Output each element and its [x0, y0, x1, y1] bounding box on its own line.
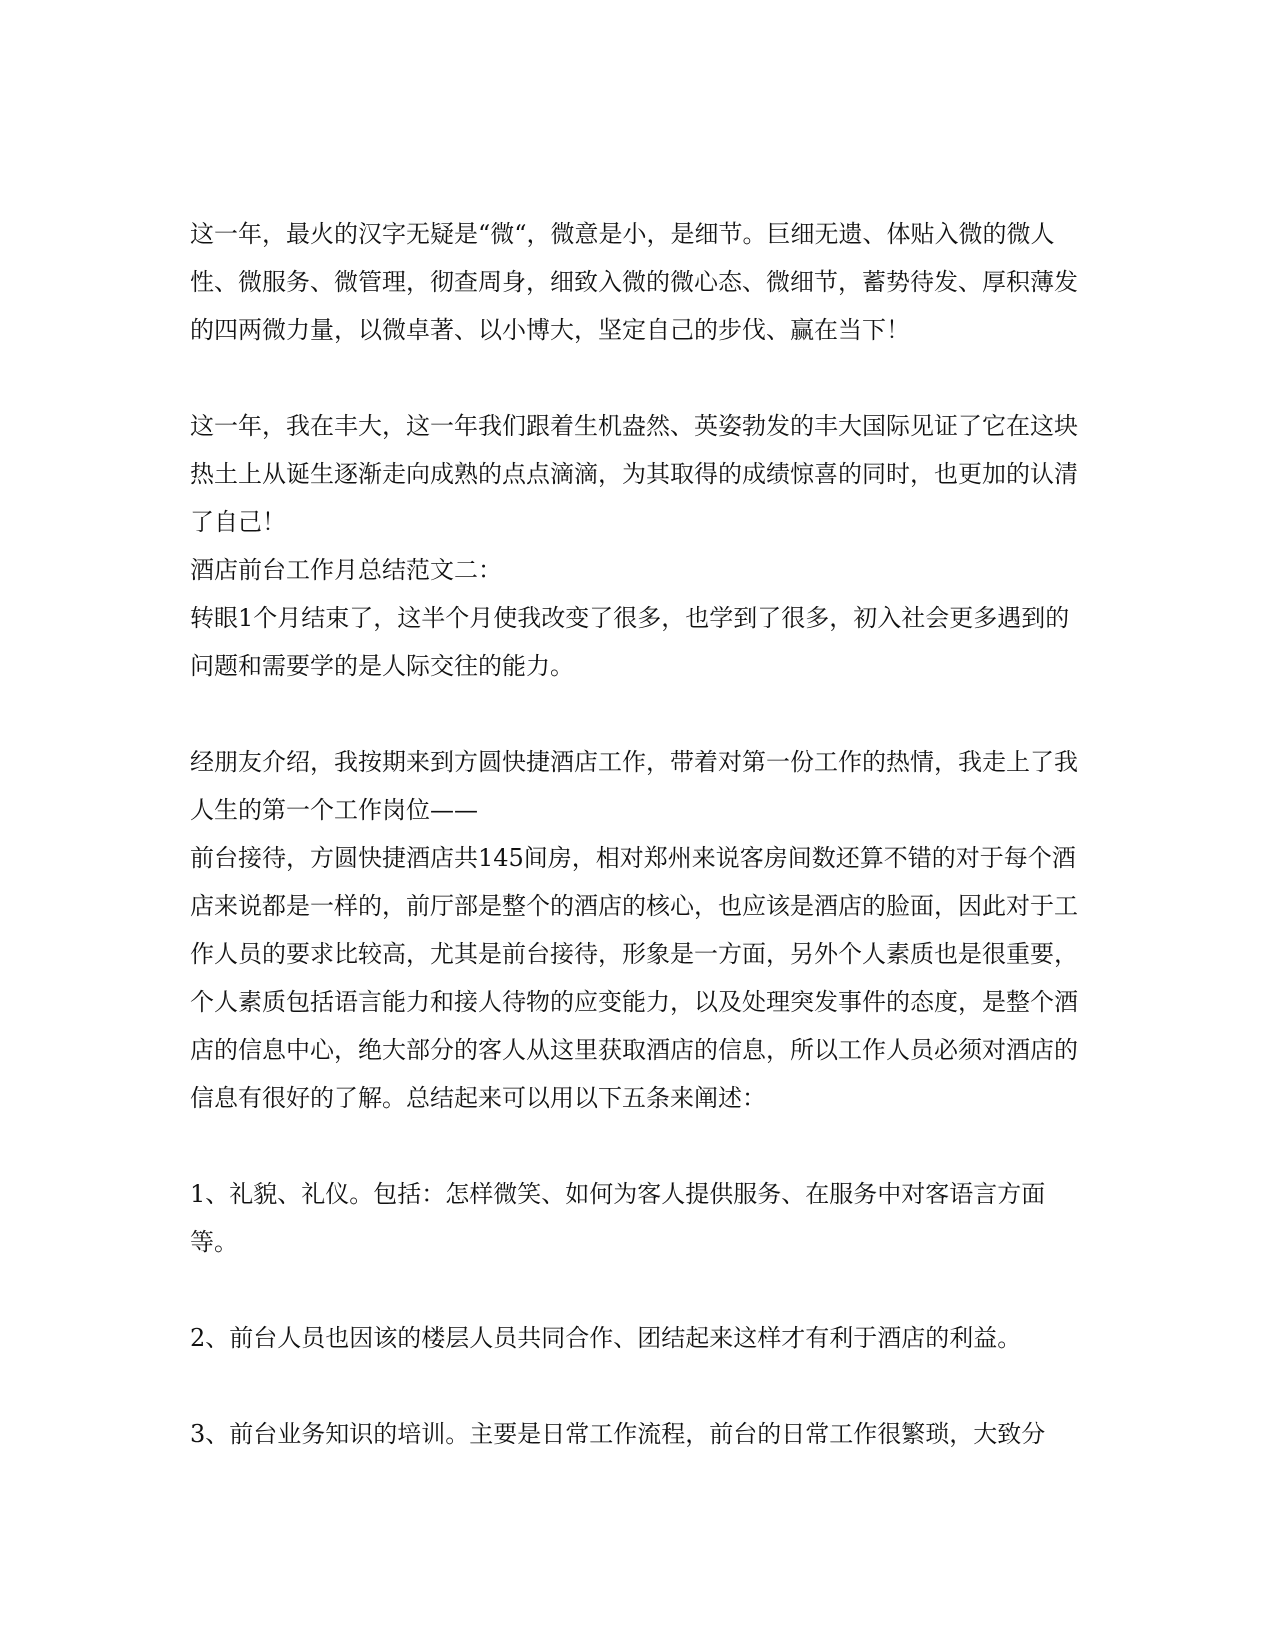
section-heading: 酒店前台工作月总结范文二： — [190, 556, 502, 584]
paragraph-fengda: 这一年，我在丰大，这一年我们跟着生机盎然、英姿勃发的丰大国际见证了它在这块热土上从诞生逐渐走向成熟的点点滴滴，为其取得的成绩惊喜的同时，也更加的认清了自己！ — [190, 412, 1078, 536]
paragraph-spacer — [190, 1122, 1080, 1170]
paragraph-one-month: 转眼1个月结束了，这半个月使我改变了很多，也学到了很多，初入社会更多遇到的问题和需要学的是人际交往的能力。 — [190, 604, 1070, 680]
document-body — [190, 210, 1080, 1458]
paragraph-spacer — [190, 1362, 1080, 1410]
list-item-3: 3、前台业务知识的培训。主要是日常工作流程，前台的日常工作很繁琐，大致分 — [190, 1420, 1046, 1448]
list-item-1: 1、礼貌、礼仪。包括：怎样微笑、如何为客人提供服务、在服务中对客语言方面等。 — [190, 1180, 1046, 1256]
paragraph-front-desk: 前台接待，方圆快捷酒店共145间房，相对郑州来说客房间数还算不错的对于每个酒店来说都是一样的，前厅部是整个的酒店的核心，也应该是酒店的脸面，因此对于工作人员的要求比较高，尤其是前台接待，形象是一方面，另外个人素质也是很重要，个人素质包括语言能力和接人待物的应变能力，以及处理突发事件的态度，是整个酒店的信息中心，绝大部分的客人从这里获取酒店的信息，所以工作人员必须对酒店的信息有很好的了解。总结起来可以用以下五条来阐述： — [190, 844, 1078, 1112]
paragraph-spacer — [190, 690, 1080, 738]
paragraph-spacer — [190, 1266, 1080, 1314]
list-item-2: 2、前台人员也因该的楼层人员共同合作、团结起来这样才有利于酒店的利益。 — [190, 1324, 1022, 1352]
paragraph-spacer — [190, 354, 1080, 402]
paragraph-introduction: 经朋友介绍，我按期来到方圆快捷酒店工作，带着对第一份工作的热情，我走上了我人生的第一个工作岗位—— — [190, 748, 1078, 824]
paragraph-wei: 这一年，最火的汉字无疑是“微“，微意是小，是细节。巨细无遗、体贴入微的微人性、微服务、微管理，彻查周身，细致入微的微心态、微细节，蓄势待发、厚积薄发的四两微力量，以微卓著、以小博大，坚定自己的步伐、赢在当下！ — [190, 220, 1078, 344]
